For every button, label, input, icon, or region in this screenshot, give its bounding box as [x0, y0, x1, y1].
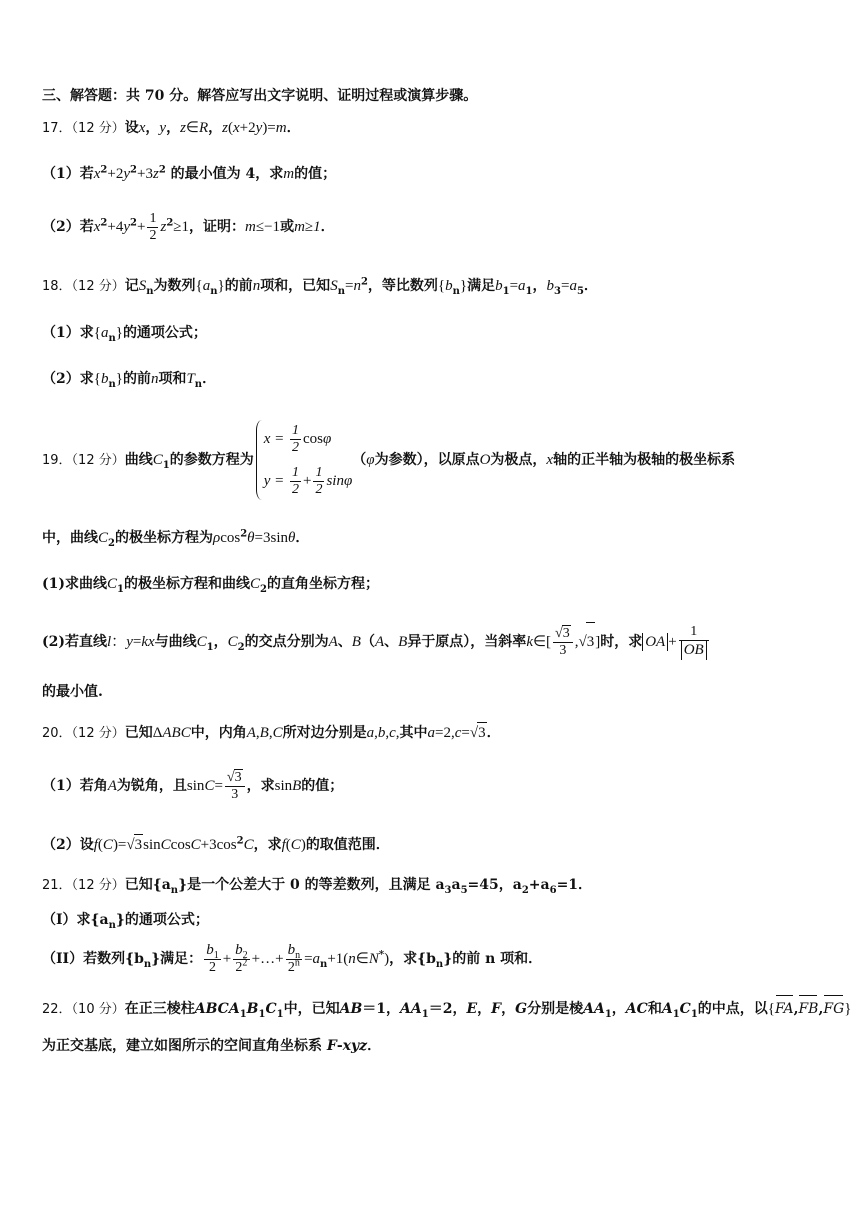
section-heading — [42, 86, 477, 106]
q18-part2: （2）求$\{b_n\}$的前n项和$T_n$． — [42, 371, 217, 390]
section-title: 三、解答题：共 70 分。解答应写出文字说明、证明过程或演算步骤。 — [42, 88, 478, 104]
q20-number: 20．（12 分） — [42, 726, 125, 741]
q21-number: 21．（12 分） — [42, 878, 125, 893]
q19-part2: (2)若直线l：y=kx与曲线$C_1$，$C_2$的交点分别为A、B（A、B异于原点），当斜率k∈[ $\frac{√3}{3}$ ,√3]时，求 OA + $\frac{1}{OB}$ — [42, 622, 711, 661]
parametric-system: x = $\frac{1}{2}$ cosφ y = $\frac{1}{2}$ + $\frac{1}{2}$ sinφ — [254, 418, 353, 502]
q17-part1: （1）若$x^2+2y^2+3z^2$ 的最小值为 4，求m的值； — [42, 164, 337, 182]
q19-part2-end — [42, 682, 103, 702]
question-19: 19．（12 分）曲线$C_1$的参数方程为 x = $\frac{1}{2}$ cosφ y = $\frac{1}{2}$ + $\frac{1}{2}$ sinφ （φ为参数），以原点O为极点，x轴的正半轴为极轴的极坐标系 — [42, 415, 735, 506]
q20-part2: （2）设$f(C)=√3sinCcosC+3\cos^2C$，求f(C)的取值范围． — [42, 835, 390, 853]
question-20: 20．（12 分）已知ΔABC中，内角A,B,C所对边分别是a,b,c,其中a=2,c=√3． — [42, 722, 501, 744]
q19-continuation: 中，曲线$C_2$的极坐标方程为ρcos$^2$θ=3sinθ． — [42, 528, 310, 549]
q21-part1: （I）求$\{a_n\}$的通项公式； — [42, 912, 209, 931]
q22-number: 22．（10 分） — [42, 1002, 125, 1017]
q19-number: 19．（12 分） — [42, 453, 125, 468]
q19-part2-end-text: 的最小值. — [42, 684, 103, 700]
question-18: 18．（12 分）记$S_n$为数列$\{a_n\}$的前n项和，已知$S_n=n^2$，等比数列$\{b_n\}$满足$b_1=a_1$，$b_3=a_5$． — [42, 276, 598, 297]
q19-part1: (1)求曲线$C_1$的极坐标方程和曲线$C_2$的直角坐标方程； — [42, 576, 379, 595]
q18-part1: （1）求$\{a_n\}$的通项公式； — [42, 325, 207, 344]
q22-continuation: 为正交基底，建立如图所示的空间直角坐标系 F-xyz． — [42, 1038, 382, 1054]
question-17 — [42, 118, 301, 139]
q18-number: 18．（12 分） — [42, 279, 125, 294]
question-22: 22．（10 分）在正三棱柱$ABCA_1B_1C_1$中，已知AB＝1，$AA_1=2$，E，F，G分别是棱$AA_1$，AC和$A_1C_1$的中点，以{FA,FB,FG} — [42, 994, 851, 1022]
q21-part2: （II）若数列$\{b_n\}$满足： $\frac{b_1}{2}$ + $\frac{b_2}{2^2}$ +…+ $\frac{b_n}{2^n}$ $=a_n+1(n\in N^*)$，求$\{b_n\}$的前 n 项和． — [42, 942, 543, 975]
question-21: 21．（12 分）已知$\{a_n\}$是一个公差大于 0 的等差数列，且满足 $a_3a_5=45$，$a_2+a_6=1$． — [42, 877, 593, 896]
q20-part1: （1）若角A为锐角，且sinC= $\frac{√3}{3}$ ，求sinB的值； — [42, 770, 344, 802]
q17-number: 17．（12 分） — [42, 121, 125, 136]
q17-part2: （2）若$x^2+4y^2+$ $\frac{1}{2}$ $z^2\ge 1$，证明：m≤−1或m≥1． — [42, 210, 335, 243]
q17-stem: 设x，y，z∈R，z(x+2y)=m． — [124, 120, 301, 136]
